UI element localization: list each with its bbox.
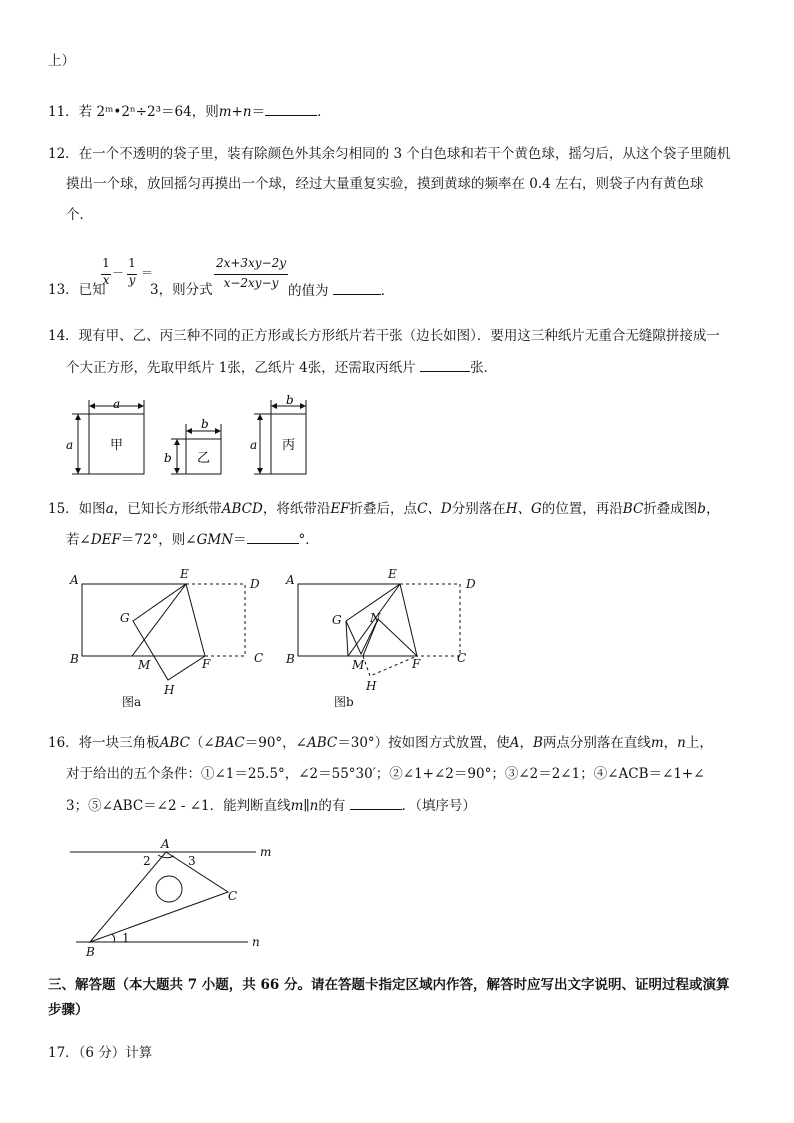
- q11-number: 11．若: [48, 104, 93, 120]
- q11-expr: 2ᵐ•2ⁿ÷2³＝64，则: [96, 104, 219, 120]
- q12-line1: 12．在一个不透明的袋子里，装有除颜色外其余匀相同的 3 个白色球和若干个黄色球，摇匀后，从这个袋子里随机: [48, 146, 731, 162]
- q11-tail: ．: [317, 104, 331, 120]
- q13-frac2-den: y: [128, 273, 136, 287]
- q16-i: ，: [519, 735, 533, 751]
- q16-line1: [48, 733, 713, 753]
- q15-l2-a: 若∠: [66, 532, 91, 548]
- q15-t6: 的位置，再沿: [541, 501, 623, 517]
- q14-line2: [66, 357, 497, 378]
- label-B: B: [86, 945, 95, 958]
- q14-line2-end: 张．: [470, 360, 498, 376]
- yi-side-label: b: [164, 451, 172, 465]
- q16-l3-d: ．（填序号）: [401, 798, 476, 814]
- q16-figure: [62, 834, 282, 958]
- q15-line1: [48, 499, 719, 519]
- q15-answer-blank[interactable]: [247, 529, 299, 544]
- q16-f: ABC: [307, 735, 338, 751]
- fa-H: H: [164, 683, 175, 697]
- q13-end: ．: [380, 283, 395, 299]
- angle-3: 3: [188, 854, 196, 868]
- question-17: 17．（6 分）计算: [48, 1045, 153, 1061]
- q15-v2: ABCD: [221, 501, 263, 517]
- q14-line2-text: 个大正方形，先取甲纸片 1张，乙纸片 4张，还需取丙纸片: [66, 360, 416, 376]
- yi-label: 乙: [197, 451, 211, 466]
- q16-a: 16．将一块三角板: [48, 735, 160, 751]
- q15-t8: ，: [705, 501, 720, 517]
- q13-equals: ＝: [140, 266, 153, 280]
- fa-F: F: [202, 657, 211, 671]
- section3-heading-line1: 三、解答题（本大题共 7 小题，共 66 分。请在答题卡指定区域内作答，解答时应写出文字说明、证明过程或演算: [48, 977, 730, 993]
- q13-frac2-num: 1: [128, 256, 136, 270]
- bing-side-label: a: [250, 438, 258, 452]
- section3-heading-line2: 步骤）: [48, 1002, 89, 1018]
- q14-line1: 14．现有甲、乙、丙三种不同的正方形或长方形纸片若干张（边长如图）．要用这三种纸片无重合无缝隙拼接成一: [48, 328, 720, 344]
- q16-j: B: [532, 735, 543, 751]
- q13-answer-blank[interactable]: [333, 280, 381, 295]
- fb-A: A: [286, 573, 295, 587]
- triangle-hole: [156, 876, 182, 902]
- q16-g: ＝30°）按如图方式放置，使: [337, 735, 510, 751]
- angle-2: 2: [143, 854, 151, 868]
- fb-C: C: [457, 651, 467, 665]
- bing-label: 丙: [282, 438, 296, 453]
- q15-line2: [66, 529, 319, 550]
- q15-v5: H、G: [505, 501, 542, 517]
- fb-M: M: [352, 658, 365, 672]
- q16-l: m: [650, 735, 664, 751]
- q16-answer-blank[interactable]: [350, 795, 402, 810]
- q15-t3: ，将纸带沿: [262, 501, 331, 517]
- q15-v7: b: [697, 501, 706, 517]
- fa-B: B: [70, 652, 79, 666]
- question-11: [48, 101, 331, 122]
- fb-B: B: [286, 652, 295, 666]
- q16-n: n: [677, 735, 686, 751]
- label-A: A: [161, 837, 170, 851]
- q13-big-bar: [214, 274, 288, 275]
- fa-C: C: [254, 651, 264, 665]
- q16-line3: [66, 795, 476, 816]
- q11-var: m+n: [218, 104, 252, 120]
- fb-G: G: [332, 613, 342, 627]
- jia-top-label: a: [113, 397, 121, 411]
- label-m: m: [260, 845, 272, 859]
- q15-t2: ，已知长方形纸带: [113, 501, 222, 517]
- q12-line3: 个．: [66, 207, 93, 223]
- q15-t1: 15．如图: [48, 501, 106, 517]
- fb-N: N: [370, 611, 381, 625]
- q16-k: 两点分别落在直线: [542, 735, 651, 751]
- top-fragment: 上）: [48, 53, 75, 69]
- q13-frac1-num: 1: [102, 256, 110, 270]
- q16-line2: 对于给出的五个条件：①∠1＝25.5°，∠2＝55°30′；②∠1+∠2＝90°；③∠2＝2∠1；④∠ACB＝∠1+∠: [66, 766, 705, 782]
- fb-E: E: [388, 567, 397, 581]
- q13-big-den: x−2xy−y: [223, 276, 279, 290]
- q11-eq: ＝: [251, 104, 266, 120]
- q12-line2: 摸出一个球，放回摇匀再摸出一个球，经过大量重复实验，摸到黄球的频率在 0.4 左右，则袋子内有黄色球: [66, 176, 704, 192]
- fb-D: D: [466, 577, 476, 591]
- jia-label: 甲: [110, 438, 124, 453]
- fb-F: F: [412, 657, 421, 671]
- q13-frac1-den: x: [102, 273, 110, 287]
- q16-e: ＝90°，∠: [244, 735, 307, 751]
- q15-t7: 折叠成图: [643, 501, 698, 517]
- q11-answer-blank[interactable]: [265, 101, 317, 116]
- q16-m: ，: [663, 735, 678, 751]
- q13-minus: －: [111, 266, 124, 280]
- fa-M: M: [138, 658, 151, 672]
- q16-b: ABC: [159, 735, 190, 751]
- fb-H: H: [366, 679, 377, 693]
- q15-l2-c: ＝72°，则∠: [120, 532, 197, 548]
- fa-A: A: [70, 573, 79, 587]
- jia-side-label: a: [66, 438, 74, 452]
- q16-l3-a: 3；⑤∠ABC＝∠2 - ∠1．能判断直线: [66, 798, 291, 814]
- q13-suffix-text: 的值为: [288, 283, 329, 299]
- q15-v1: a: [105, 501, 114, 517]
- q15-l2-d: GMN: [196, 532, 234, 548]
- yi-top-label: b: [201, 417, 209, 431]
- q14-figure: [60, 394, 320, 482]
- caption-fig-a: 图a: [122, 695, 142, 709]
- q16-l3-b: m∥n: [290, 798, 319, 814]
- q16-l3-c: 的有: [318, 798, 346, 814]
- fa-D: D: [250, 577, 260, 591]
- q14-answer-blank[interactable]: [420, 357, 470, 372]
- label-C: C: [228, 889, 238, 903]
- q15-l2-e: ＝: [233, 532, 247, 548]
- q16-d: BAC: [214, 735, 245, 751]
- q16-c: （∠: [189, 735, 215, 751]
- label-n: n: [252, 935, 260, 949]
- q15-t5: 分别落在: [451, 501, 506, 517]
- q15-l2-f: °．: [298, 532, 319, 548]
- q15-v3: EF: [330, 501, 350, 517]
- q15-v4: C、D: [417, 501, 452, 517]
- q13-big-num: 2x+3xy−2y: [215, 256, 287, 270]
- fa-E: E: [180, 567, 189, 581]
- caption-fig-b: 图b: [334, 695, 354, 709]
- q15-l2-b: DEF: [90, 532, 121, 548]
- bing-top-label: b: [286, 394, 294, 407]
- fa-G: G: [120, 611, 130, 625]
- q13-suffix: [288, 280, 394, 301]
- q13-prefix: 13．已知: [48, 282, 106, 298]
- q13-rhs: 3，则分式: [150, 282, 213, 298]
- q16-h: A: [509, 735, 520, 751]
- q15-v6: BC: [622, 501, 644, 517]
- q16-o: 上，: [685, 735, 713, 751]
- q15-t4: 折叠后，点: [349, 501, 418, 517]
- q15-figure: [62, 564, 482, 714]
- angle-1: 1: [122, 931, 130, 945]
